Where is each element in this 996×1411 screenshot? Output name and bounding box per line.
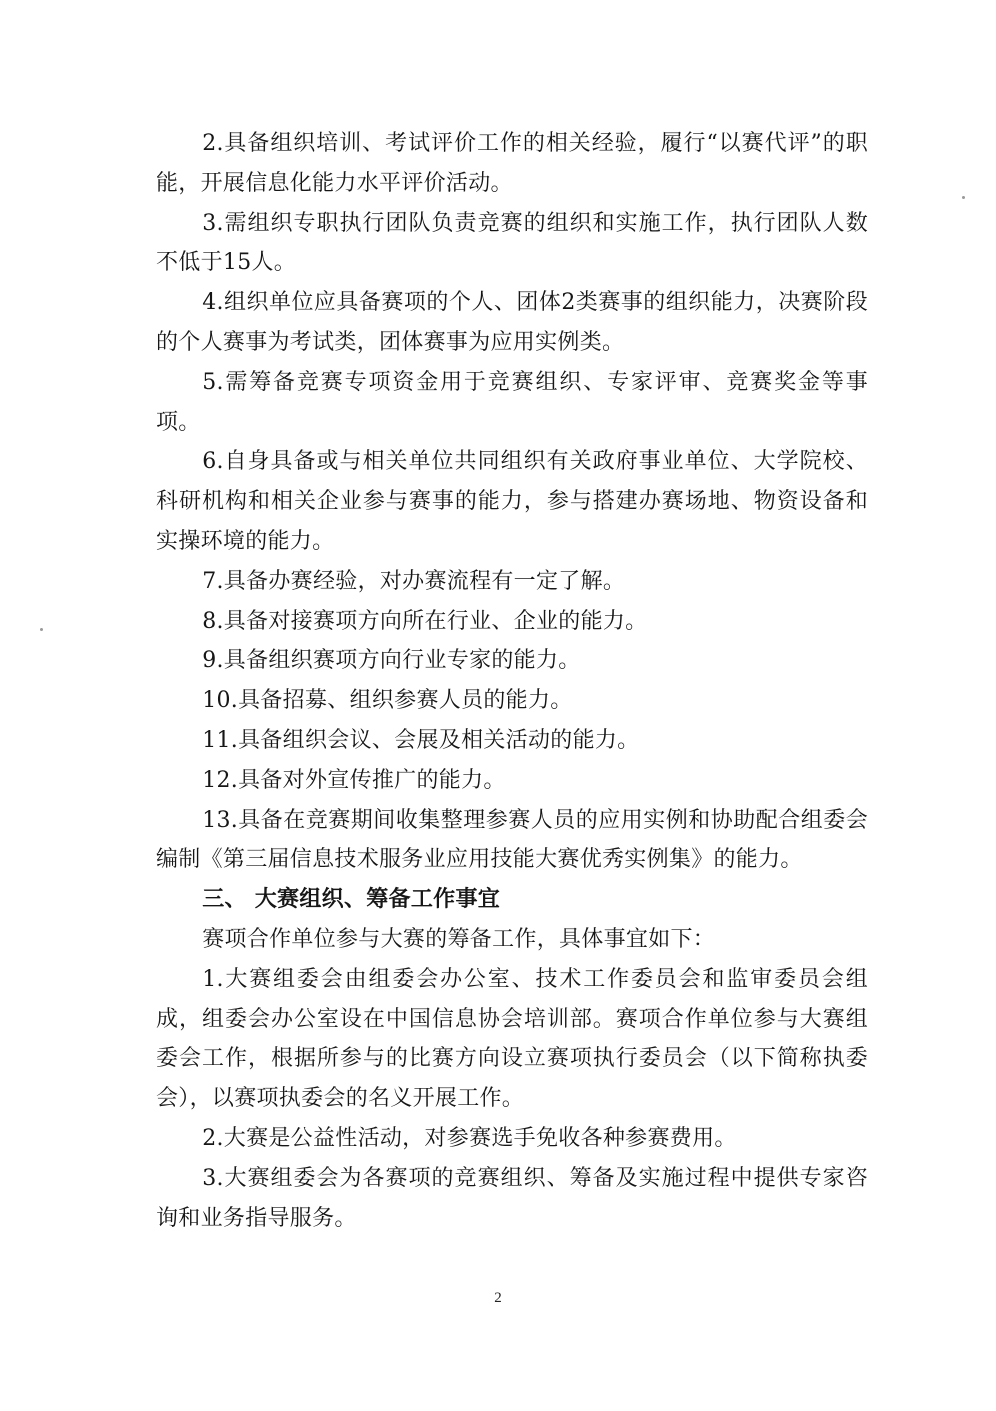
list-item: 5.需筹备竞赛专项资金用于竞赛组织、专家评审、竞赛奖金等事项。 (156, 369, 868, 435)
page-number: 2 (494, 1290, 502, 1306)
list-item: 13.具备在竞赛期间收集整理参赛人员的应用实例和协助配合组委会编制《第三届信息技术服务业应用技能大赛优秀实例集》的能力。 (156, 807, 868, 873)
list-item: 3.需组织专职执行团队负责竞赛的组织和实施工作，执行团队人数不低于15人。 (156, 210, 868, 276)
section-intro: 赛项合作单位参与大赛的筹备工作，具体事宜如下： (202, 926, 716, 952)
list-item: 11.具备组织会议、会展及相关活动的能力。 (202, 727, 640, 753)
list-item: 4.组织单位应具备赛项的个人、团体2类赛事的组织能力，决赛阶段的个人赛事为考试类，团体赛事为应用实例类。 (156, 290, 868, 355)
scan-speck (962, 196, 965, 199)
list-item: 12.具备对外宣传推广的能力。 (202, 767, 506, 793)
section-heading: 三、 大赛组织、筹备工作事宜 (202, 887, 501, 913)
list-item: 6.自身具备或与相关单位共同组织有关政府事业单位、大学院校、科研机构和相关企业参与赛事的能力，参与搭建办赛场地、物资设备和实操环境的能力。 (156, 449, 868, 554)
list-item: 2.大赛是公益性活动，对参赛选手免收各种参赛费用。 (202, 1125, 737, 1151)
list-item: 10.具备招募、组织参赛人员的能力。 (202, 688, 573, 714)
list-item: 3.大赛组委会为各赛项的竞赛组织、筹备及实施过程中提供专家咨询和业务指导服务。 (156, 1165, 868, 1231)
list-item: 9.具备组织赛项方向行业专家的能力。 (202, 648, 581, 674)
list-item: 2.具备组织培训、考试评价工作的相关经验，履行“以赛代评”的职能，开展信息化能力水平评价活动。 (156, 131, 868, 196)
document-body (156, 124, 868, 1238)
list-item: 8.具备对接赛项方向所在行业、企业的能力。 (202, 608, 648, 634)
list-item: 1.大赛组委会由组委会办公室、技术工作委员会和监审委员会组成，组委会办公室设在中国信息协会培训部。赛项合作单位参与大赛组委会工作，根据所参与的比赛方向设立赛项执行委员会（以下简称执委会），以赛项执委会的名义开展工作。 (156, 966, 868, 1112)
scan-speck (40, 628, 43, 631)
list-item: 7.具备办赛经验，对办赛流程有一定了解。 (202, 568, 626, 594)
